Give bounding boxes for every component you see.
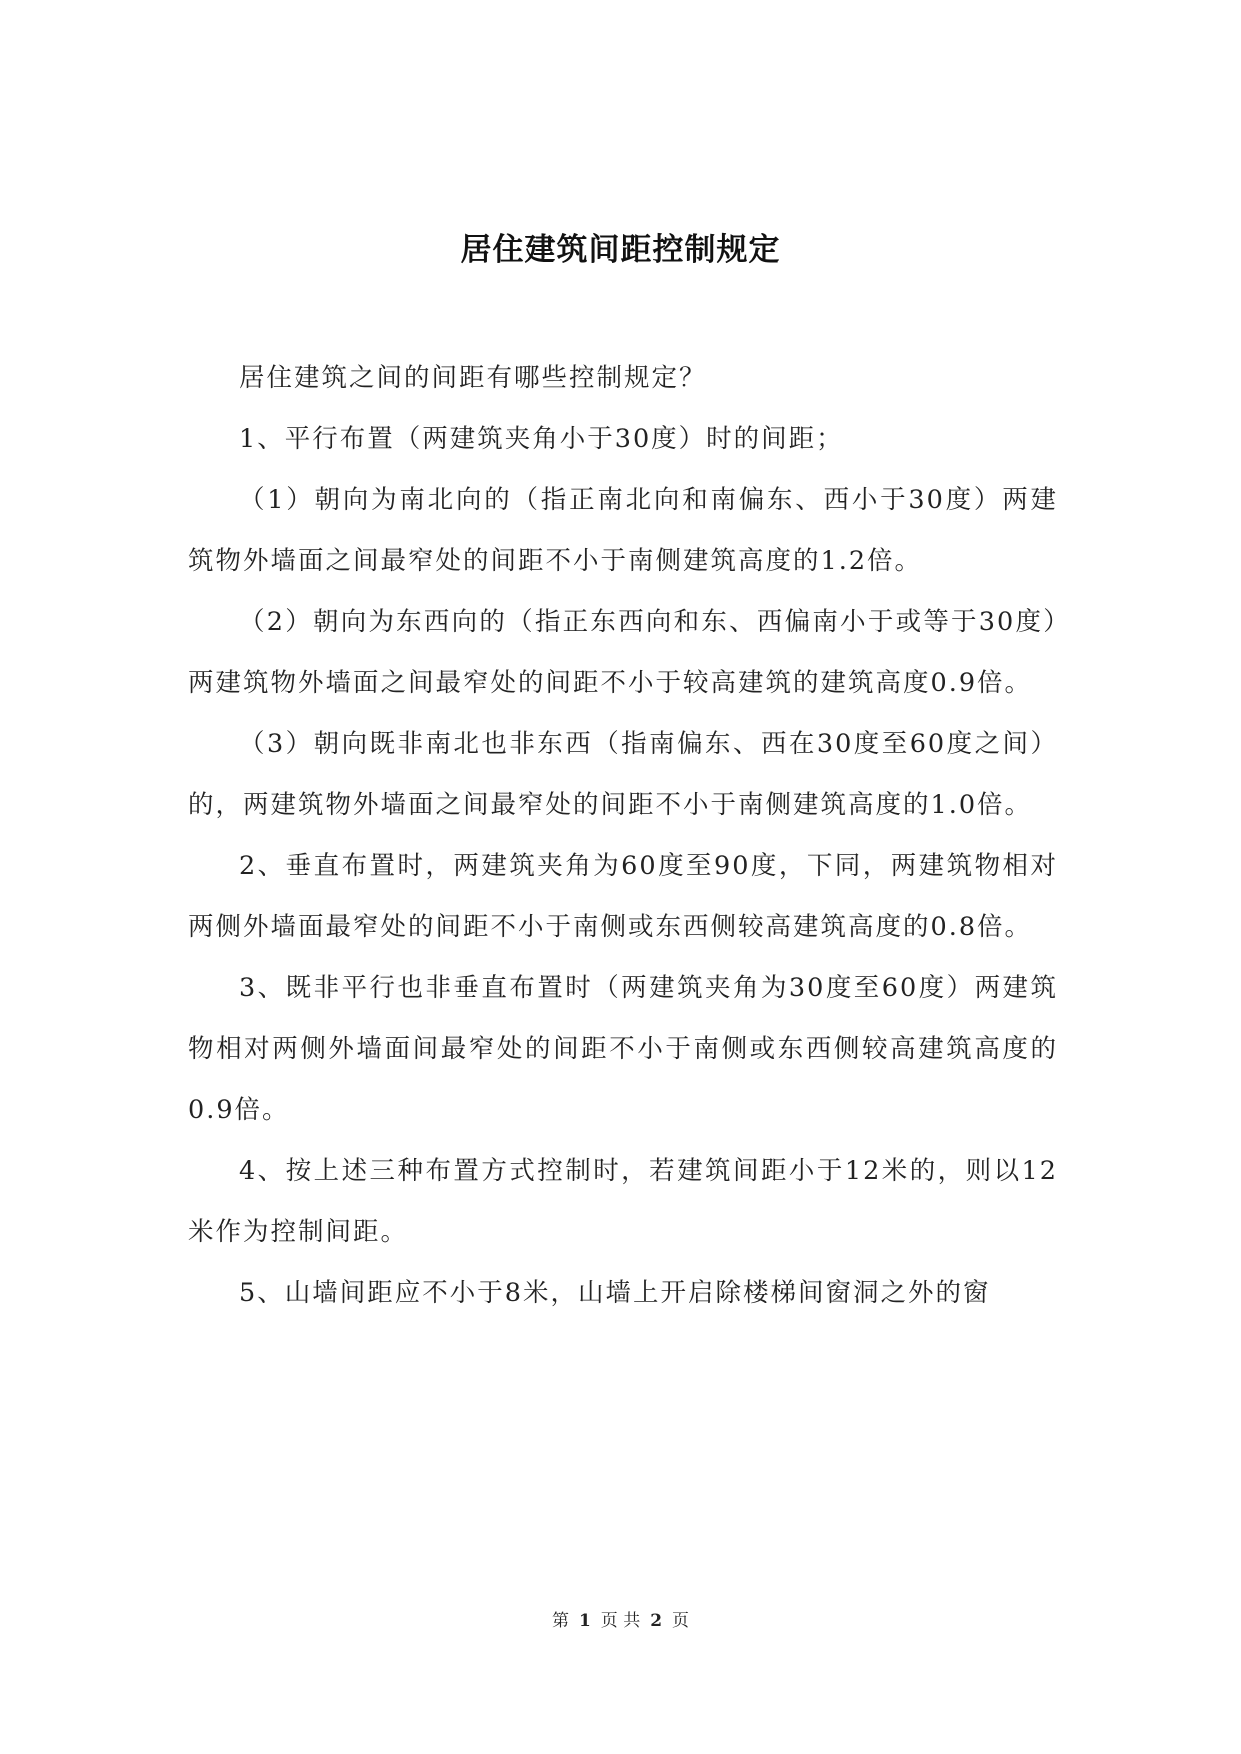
- paragraph-question: 居住建筑之间的间距有哪些控制规定？: [239, 363, 707, 393]
- page-footer: [0, 1606, 1241, 1636]
- document-body: [188, 348, 1058, 1324]
- paragraph-item-5: 5、山墙间距应不小于8米，山墙上开启除楼梯间窗洞之外的窗: [239, 1278, 991, 1308]
- footer-page-number: 1: [578, 1611, 591, 1631]
- footer-total-pages: 2: [650, 1611, 663, 1631]
- paragraph-item-1-3: （3）朝向既非南北也非东西（指南偏东、西在30度至60度之间）的，两建筑物外墙面之间最窄处的间距不小于南侧建筑高度的1.0倍。: [188, 729, 1058, 820]
- document-title: 居住建筑间距控制规定: [460, 232, 781, 268]
- footer-middle: 页 共: [600, 1611, 641, 1631]
- footer-prefix: 第: [551, 1611, 569, 1631]
- paragraph-item-2: 2、垂直布置时，两建筑夹角为60度至90度，下同，两建筑物相对两侧外墙面最窄处的间距不小于南侧或东西侧较高建筑高度的0.8倍。: [188, 851, 1058, 942]
- paragraph-item-1-1: （1）朝向为南北向的（指正南北向和南偏东、西小于30度）两建筑物外墙面之间最窄处的间距不小于南侧建筑高度的1.2倍。: [188, 485, 1058, 576]
- paragraph-item-1-2: （2）朝向为东西向的（指正东西向和东、西偏南小于或等于30度）两建筑物外墙面之间最窄处的间距不小于较高建筑的建筑高度0.9倍。: [188, 607, 1058, 698]
- paragraph-item-3: 3、既非平行也非垂直布置时（两建筑夹角为30度至60度）两建筑物相对两侧外墙面间最窄处的间距不小于南侧或东西侧较高建筑高度的0.9倍。: [188, 973, 1058, 1125]
- footer-suffix: 页: [672, 1611, 690, 1631]
- paragraph-item-1: 1、平行布置（两建筑夹角小于30度）时的间距；: [239, 424, 844, 454]
- paragraph-item-4: 4、按上述三种布置方式控制时，若建筑间距小于12米的，则以12米作为控制间距。: [188, 1156, 1058, 1247]
